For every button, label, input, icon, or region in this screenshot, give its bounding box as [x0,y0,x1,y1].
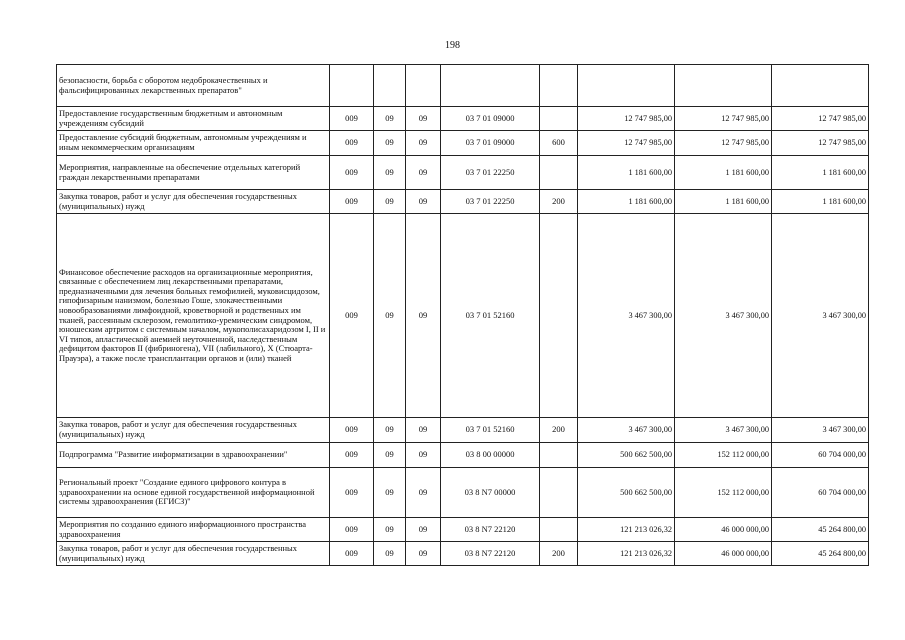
table-row [57,65,869,107]
amount-1: 12 747 985,00 [578,131,675,156]
item-name: Закупка товаров, работ и услуг для обеспечения государственных (муниципальных) нужд [57,190,330,214]
cell-pr: 09 [406,131,441,156]
amount-1: 500 662 500,00 [578,468,675,518]
amount-2: 12 747 985,00 [675,107,772,131]
cell-vr [540,518,578,542]
cell-rz: 09 [374,156,406,190]
item-name: Подпрограмма "Развитие информатизации в здравоохранении" [57,443,330,468]
cell-ved: 009 [330,214,374,418]
amount-2 [675,65,772,107]
amount-3: 1 181 600,00 [772,190,869,214]
cell-csr [441,65,540,107]
amount-1: 1 181 600,00 [578,190,675,214]
cell-csr: 03 7 01 22250 [441,190,540,214]
cell-csr: 03 7 01 52160 [441,214,540,418]
cell-ved: 009 [330,542,374,566]
cell-rz [374,65,406,107]
cell-vr [540,65,578,107]
cell-rz: 09 [374,443,406,468]
cell-rz: 09 [374,468,406,518]
cell-pr [406,65,441,107]
amount-2: 3 467 300,00 [675,418,772,443]
cell-csr: 03 8 N7 00000 [441,468,540,518]
cell-csr: 03 7 01 09000 [441,131,540,156]
item-name: Мероприятия, направленные на обеспечение отдельных категорий граждан лекарственными препаратами [57,156,330,190]
amount-3: 60 704 000,00 [772,468,869,518]
amount-2: 3 467 300,00 [675,214,772,418]
table-row [57,443,869,468]
amount-2: 12 747 985,00 [675,131,772,156]
cell-pr: 09 [406,542,441,566]
amount-1 [578,65,675,107]
amount-3: 12 747 985,00 [772,107,869,131]
cell-vr [540,468,578,518]
table-row [57,107,869,131]
amount-3: 3 467 300,00 [772,418,869,443]
cell-pr: 09 [406,468,441,518]
cell-vr: 200 [540,542,578,566]
amount-1: 121 213 026,32 [578,542,675,566]
cell-vr [540,443,578,468]
table-row [57,468,869,518]
item-name: безопасности, борьба с оборотом недоброкачественных и фальсифицированных лекарственных препаратов" [57,65,330,107]
cell-ved: 009 [330,131,374,156]
cell-ved: 009 [330,443,374,468]
amount-3: 12 747 985,00 [772,131,869,156]
amount-1: 1 181 600,00 [578,156,675,190]
cell-vr: 200 [540,190,578,214]
cell-csr: 03 8 00 00000 [441,443,540,468]
cell-rz: 09 [374,214,406,418]
table-row [57,214,869,418]
table-row [57,518,869,542]
item-name: Закупка товаров, работ и услуг для обеспечения государственных (муниципальных) нужд [57,542,330,566]
amount-1: 3 467 300,00 [578,214,675,418]
cell-ved: 009 [330,468,374,518]
item-name: Предоставление субсидий бюджетным, автономным учреждениям и иным некоммерческим организациям [57,131,330,156]
cell-csr: 03 8 N7 22120 [441,518,540,542]
cell-vr: 200 [540,418,578,443]
amount-3: 45 264 800,00 [772,518,869,542]
amount-2: 1 181 600,00 [675,156,772,190]
cell-pr: 09 [406,107,441,131]
amount-2: 152 112 000,00 [675,468,772,518]
item-name: Предоставление государственным бюджетным и автономным учреждениям субсидий [57,107,330,131]
amount-2: 46 000 000,00 [675,518,772,542]
cell-vr [540,156,578,190]
item-name: Региональный проект "Создание единого цифрового контура в здравоохранении на основе единой государственной информационной системы здравоохранения (ЕГИСЗ)" [57,468,330,518]
amount-2: 46 000 000,00 [675,542,772,566]
cell-csr: 03 7 01 52160 [441,418,540,443]
cell-vr [540,107,578,131]
amount-1: 3 467 300,00 [578,418,675,443]
table-row [57,156,869,190]
page-number: 198 [445,40,460,51]
cell-csr: 03 7 01 09000 [441,107,540,131]
cell-rz: 09 [374,542,406,566]
cell-ved: 009 [330,107,374,131]
amount-1: 121 213 026,32 [578,518,675,542]
cell-rz: 09 [374,131,406,156]
cell-vr: 600 [540,131,578,156]
table-row [57,542,869,566]
item-name: Закупка товаров, работ и услуг для обеспечения государственных (муниципальных) нужд [57,418,330,443]
cell-pr: 09 [406,190,441,214]
cell-csr: 03 7 01 22250 [441,156,540,190]
table-row [57,131,869,156]
amount-2: 152 112 000,00 [675,443,772,468]
amount-2: 1 181 600,00 [675,190,772,214]
cell-pr: 09 [406,518,441,542]
table-body [57,65,869,566]
budget-table [56,64,869,566]
amount-1: 500 662 500,00 [578,443,675,468]
cell-pr: 09 [406,214,441,418]
table-row [57,418,869,443]
cell-pr: 09 [406,418,441,443]
item-name: Финансовое обеспечение расходов на организационные мероприятия, связанные с обеспечением лиц лекарственными препаратами, предназначенными для лечения больных гемофилией, муковисцидозом, гипофизарным нанизмом, болезнью Гоше, злокачественными новообразованиями лимфоидной, кроветворной и родственных им тканей, рассеянным склерозом, гемолитико-уремическим синдромом, юношеским артритом с системным началом, мукополисахаридозом I, II и VI типов, апластической анемией неуточненной, наследственным дефицитом факторов II (фибриногена), VII (лабильного), X (Стюарта-Прауэра), а также после трансплантации органов и (или) тканей [57,214,330,418]
item-name: Мероприятия по созданию единого информационного пространства здравоохранения [57,518,330,542]
cell-rz: 09 [374,107,406,131]
amount-3: 45 264 800,00 [772,542,869,566]
cell-ved: 009 [330,418,374,443]
amount-3: 1 181 600,00 [772,156,869,190]
cell-rz: 09 [374,418,406,443]
cell-csr: 03 8 N7 22120 [441,542,540,566]
cell-pr: 09 [406,156,441,190]
cell-rz: 09 [374,190,406,214]
cell-pr: 09 [406,443,441,468]
amount-1: 12 747 985,00 [578,107,675,131]
cell-ved: 009 [330,190,374,214]
table-row [57,190,869,214]
amount-3: 60 704 000,00 [772,443,869,468]
amount-3: 3 467 300,00 [772,214,869,418]
cell-ved: 009 [330,156,374,190]
cell-vr [540,214,578,418]
cell-ved [330,65,374,107]
cell-rz: 09 [374,518,406,542]
amount-3 [772,65,869,107]
cell-ved: 009 [330,518,374,542]
